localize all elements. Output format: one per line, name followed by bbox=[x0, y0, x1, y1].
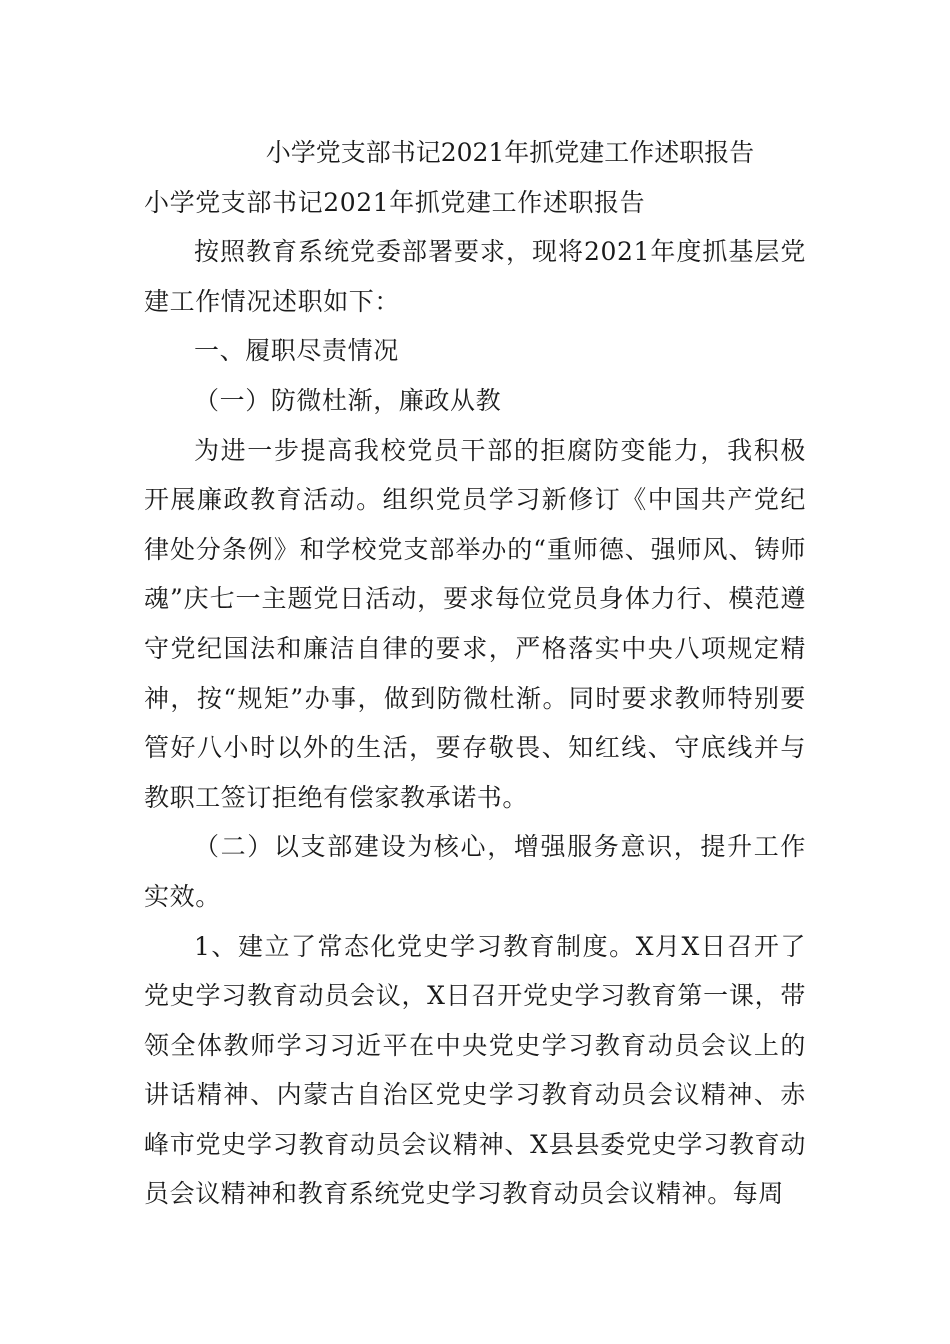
subsection-heading-1: （一）防微杜渐，廉政从教 bbox=[194, 385, 502, 415]
subsection-heading-2: （二）以支部建设为核心，增强服务意识，提升工作实效。 bbox=[144, 832, 806, 911]
section-heading-1: 一、履职尽责情况 bbox=[194, 336, 399, 366]
document-body bbox=[144, 128, 806, 1219]
intro-paragraph: 按照教育系统党委部署要求，现将2021年度抓基层党建工作情况述职如下： bbox=[144, 237, 806, 316]
document-title: 小学党支部书记2021年抓党建工作述职报告 bbox=[265, 138, 755, 167]
body-paragraph: 为进一步提高我校党员干部的拒腐防变能力，我积极开展廉政教育活动。组织党员学习新修订《中国共产党纪律处分条例》和学校党支部举办的“重师德、强师风、铸师魂”庆七一主题党日活动，要求每位党员身体力行、模范遵守党纪国法和廉洁自律的要求，严格落实中央八项规定精神，按“规矩”办事，做到防微杜渐。同时要求教师特别要管好八小时以外的生活，要存敬畏、知红线、守底线并与教职工签订拒绝有偿家教承诺书。 bbox=[144, 435, 806, 812]
document-subtitle: 小学党支部书记2021年抓党建工作述职报告 bbox=[144, 187, 646, 217]
body-paragraph: 1、建立了常态化党史学习教育制度。X月X日召开了党史学习教育动员会议，X日召开党史学习教育第一课，带领全体教师学习习近平在中央党史学习教育动员会议上的讲话精神、内蒙古自治区党史学习教育动员会议精神、赤峰市党史学习教育动员会议精神、X县县委党史学习教育动员会议精神和教育系统党史学习教育动员会议精神。每周 bbox=[144, 931, 806, 1209]
